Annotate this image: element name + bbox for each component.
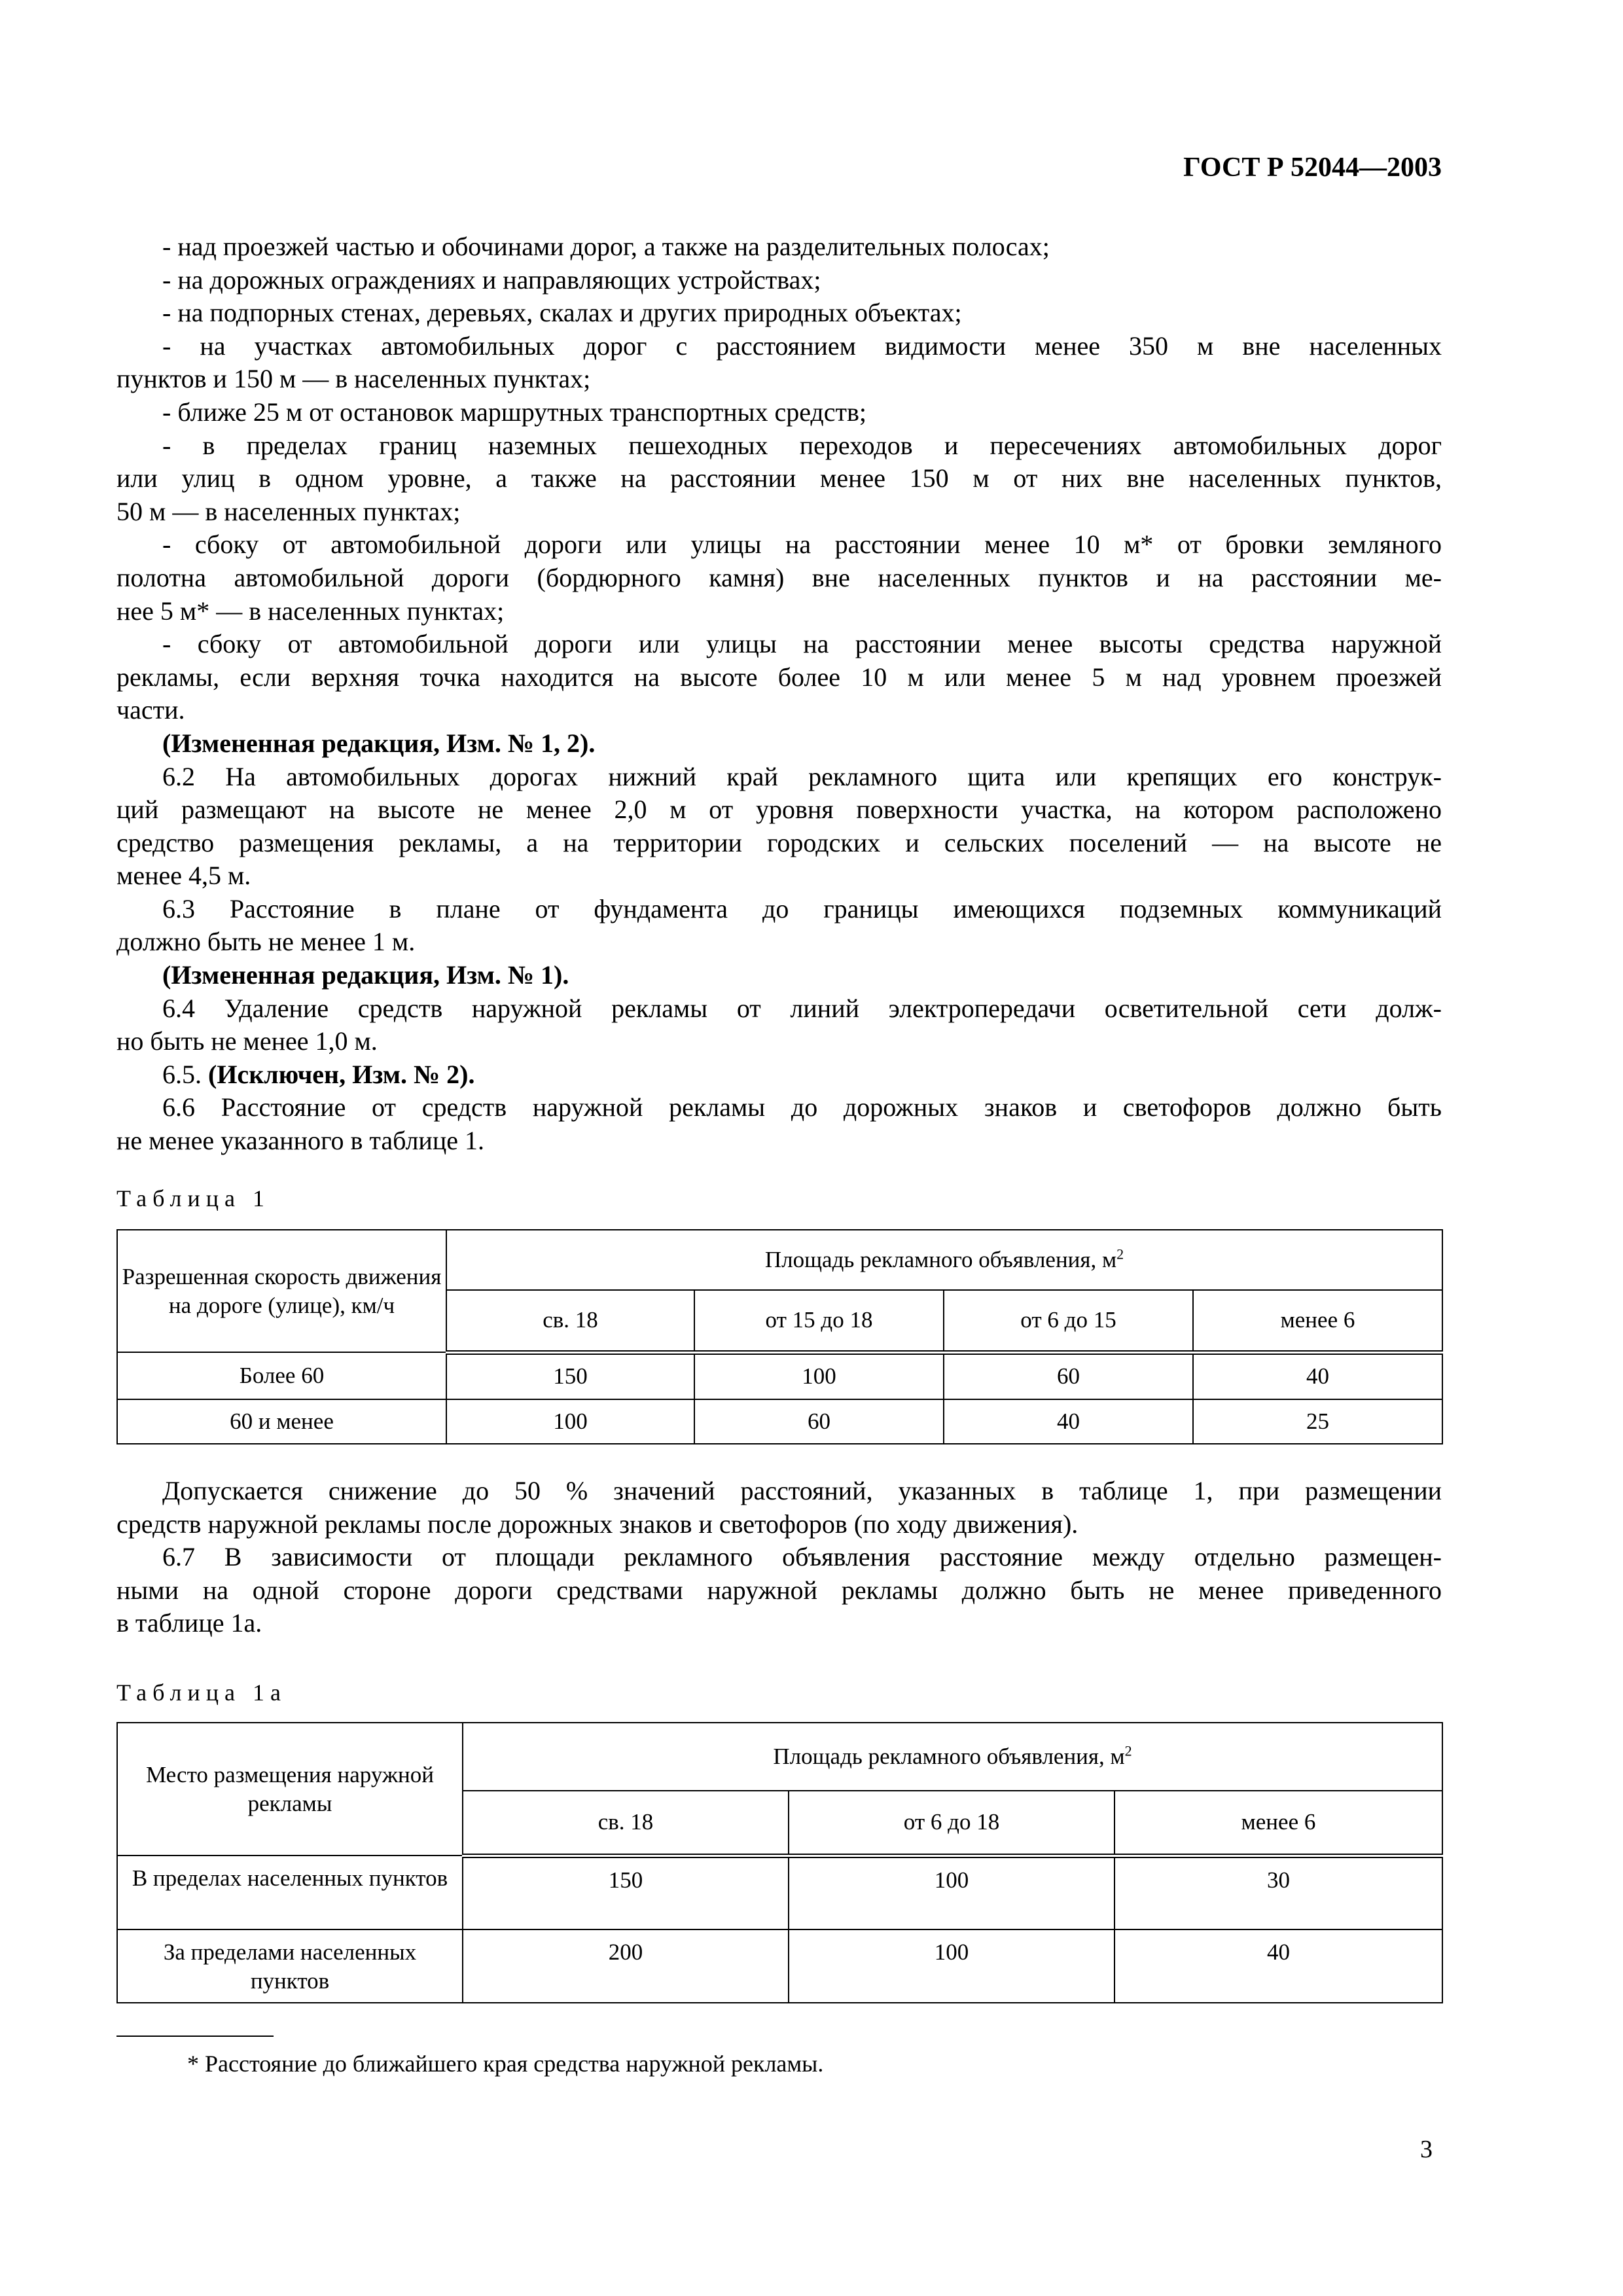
table-cell: 200 (463, 1929, 789, 2003)
text-line-content: 6.4 Удаление средств наружной рекламы от линий электропередачи осветительной сети долж- (162, 993, 1442, 1023)
text-line (116, 495, 1442, 529)
table-1-column-header: св. 18 (446, 1290, 694, 1352)
table-cell: 25 (1193, 1399, 1442, 1444)
table-cell: 150 (446, 1352, 694, 1399)
text-line (116, 1124, 1442, 1158)
table-cell: 100 (789, 1856, 1115, 1929)
table-1a-group-header: Площадь рекламного объявления, $м^2$ (463, 1723, 1442, 1791)
page-number: 3 (1420, 2136, 1433, 2163)
text-line (116, 959, 1442, 992)
table-1-row-header: Разрешенная скорость движения на дороге (улице), км/ч (117, 1230, 446, 1352)
text-line (116, 1541, 1442, 1574)
text-line (116, 661, 1442, 694)
table-cell: 40 (1115, 1929, 1442, 2003)
text-line-content: ций размещают на высоте не менее 2,0 м от уровня поверхности участка, на котором расположено (116, 795, 1442, 825)
text-line (116, 1058, 1442, 1092)
table-row (117, 1856, 1442, 1929)
text-line (116, 528, 1442, 562)
table-1-caption: Таблица 1 (116, 1185, 270, 1211)
document-number-header: ГОСТ Р 52044—2003 (1183, 152, 1442, 183)
table-1-group-header: Площадь рекламного объявления, $м^2$ (446, 1230, 1442, 1290)
text-line-content: 6.2 На автомобильных дорогах нижний край рекламного щита или крепящих его конструк- (162, 761, 1442, 791)
text-line (116, 859, 1442, 893)
text-line-content: или улиц в одном уровне, а также на расстоянии менее 150 м от них вне населенных пунктов, (116, 463, 1442, 493)
text-line-content: 50 м — в населенных пунктах; (116, 496, 461, 526)
text-line (116, 1508, 1442, 1541)
text-line-content: пунктов и 150 м — в населенных пунктах; (116, 364, 591, 394)
text-line (116, 793, 1442, 827)
text-line-content: не менее указанного в таблице 1. (116, 1126, 484, 1156)
table-row (117, 1929, 1442, 2003)
table-cell: 100 (694, 1352, 944, 1399)
text-line (116, 992, 1442, 1026)
table-1a-caption: Таблица 1а (116, 1679, 287, 1706)
footnote: * Расстояние до ближайшего края средства наружной рекламы. (187, 2051, 824, 2077)
table-1a-column-header: менее 6 (1115, 1791, 1442, 1856)
amendment-note: (Исключен, Изм. № 2). (208, 1059, 475, 1089)
text-line-content: ными на одной стороне дороги средствами наружной рекламы должно быть не менее приведенного (116, 1575, 1442, 1605)
text-line-content: средство размещения рекламы, а на территории городских и сельских поселений — на высоте не (116, 827, 1442, 857)
text-line-content: менее 4,5 м. (116, 861, 251, 891)
text-line (116, 330, 1442, 363)
body-text-block-1 (116, 230, 1442, 1158)
text-line (116, 1091, 1442, 1124)
text-line (116, 761, 1442, 794)
table-1a-column-header: от 6 до 18 (789, 1791, 1115, 1856)
table-1-column-header: от 6 до 15 (944, 1290, 1193, 1352)
text-line (116, 462, 1442, 495)
text-line-content: в таблице 1а. (116, 1608, 262, 1638)
text-line-content: 6.6 Расстояние от средств наружной рекламы до дорожных знаков и светофоров должно быть (162, 1092, 1442, 1122)
text-line (116, 230, 1442, 264)
table-1-column-header: менее 6 (1193, 1290, 1442, 1352)
text-line-content: средств наружной рекламы после дорожных знаков и светофоров (по ходу движения). (116, 1509, 1079, 1539)
text-line-content: но быть не менее 1,0 м. (116, 1026, 378, 1056)
text-line-content: нее 5 м* — в населенных пунктах; (116, 596, 505, 626)
table-cell: За пределами населенных пунктов (117, 1929, 463, 2003)
table-cell: 40 (1193, 1352, 1442, 1399)
table-1a-column-header: св. 18 (463, 1791, 789, 1856)
text-line (116, 727, 1442, 761)
table-cell: 100 (789, 1929, 1115, 2003)
text-line (116, 893, 1442, 926)
table-cell: 60 (944, 1352, 1193, 1399)
amendment-note: (Измененная редакция, Изм. № 1, 2). (162, 728, 596, 758)
text-line (116, 264, 1442, 297)
text-line (116, 595, 1442, 628)
table-row (117, 1352, 1442, 1399)
text-line-content: - на подпорных стенах, деревьях, скалах и других природных объектах; (162, 298, 962, 328)
text-line-content: - на участках автомобильных дорог с расстоянием видимости менее 350 м вне населенных (162, 331, 1442, 361)
table-1a (116, 1722, 1443, 2003)
text-line-content: 6.3 Расстояние в плане от фундамента до границы имеющихся подземных коммуникаций (162, 893, 1442, 924)
text-line (116, 1607, 1442, 1640)
table-cell: 30 (1115, 1856, 1442, 1929)
table-cell: 100 (446, 1399, 694, 1444)
text-line-content: части. (116, 695, 185, 725)
table-1 (116, 1229, 1443, 1444)
text-line (116, 925, 1442, 959)
text-line (116, 827, 1442, 860)
body-text-block-2 (116, 1475, 1442, 1640)
text-line-content: рекламы, если верхняя точка находится на высоте более 10 м или менее 5 м над уровнем проезжей (116, 662, 1442, 692)
table-row (117, 1399, 1442, 1444)
text-line-content: - ближе 25 м от остановок маршрутных транспортных средств; (162, 397, 867, 427)
text-line-content: 6.5. (162, 1059, 208, 1089)
table-cell: В пределах населенных пунктов (117, 1856, 463, 1929)
text-line (116, 429, 1442, 463)
text-line (116, 296, 1442, 330)
table-1a-row-header: Место размещения наружной рекламы (117, 1723, 463, 1856)
text-line-content: - в пределах границ наземных пешеходных переходов и пересечениях автомобильных дорог (162, 430, 1442, 460)
text-line-content: 6.7 В зависимости от площади рекламного объявления расстояние между отдельно размещен- (162, 1542, 1442, 1572)
text-line (116, 1025, 1442, 1058)
text-line-content: Допускается снижение до 50 % значений расстояний, указанных в таблице 1, при размещении (162, 1476, 1442, 1505)
footnote-divider (116, 2036, 274, 2037)
table-cell: 150 (463, 1856, 789, 1929)
text-line-content: - над проезжей частью и обочинами дорог, а также на разделительных полосах; (162, 232, 1050, 261)
text-line (116, 628, 1442, 661)
text-line-content: - сбоку от автомобильной дороги или улицы на расстоянии менее высоты средства наружной (162, 629, 1442, 659)
text-line-content: - сбоку от автомобильной дороги или улицы на расстоянии менее 10 м* от бровки земляного (162, 529, 1442, 560)
amendment-note: (Измененная редакция, Изм. № 1). (162, 960, 569, 990)
text-line-content: - на дорожных ограждениях и направляющих устройствах; (162, 264, 821, 295)
table-cell: Более 60 (117, 1352, 446, 1399)
text-line (116, 1574, 1442, 1607)
text-line (116, 1475, 1442, 1508)
table-cell: 60 (694, 1399, 944, 1444)
text-line (116, 694, 1442, 727)
text-line (116, 396, 1442, 429)
table-cell: 40 (944, 1399, 1193, 1444)
table-1-column-header: от 15 до 18 (694, 1290, 944, 1352)
text-line (116, 363, 1442, 396)
text-line (116, 562, 1442, 595)
text-line-content: должно быть не менее 1 м. (116, 927, 416, 957)
table-cell: 60 и менее (117, 1399, 446, 1444)
text-line-content: полотна автомобильной дороги (бордюрного камня) вне населенных пунктов и на расстоянии ме- (116, 562, 1442, 592)
